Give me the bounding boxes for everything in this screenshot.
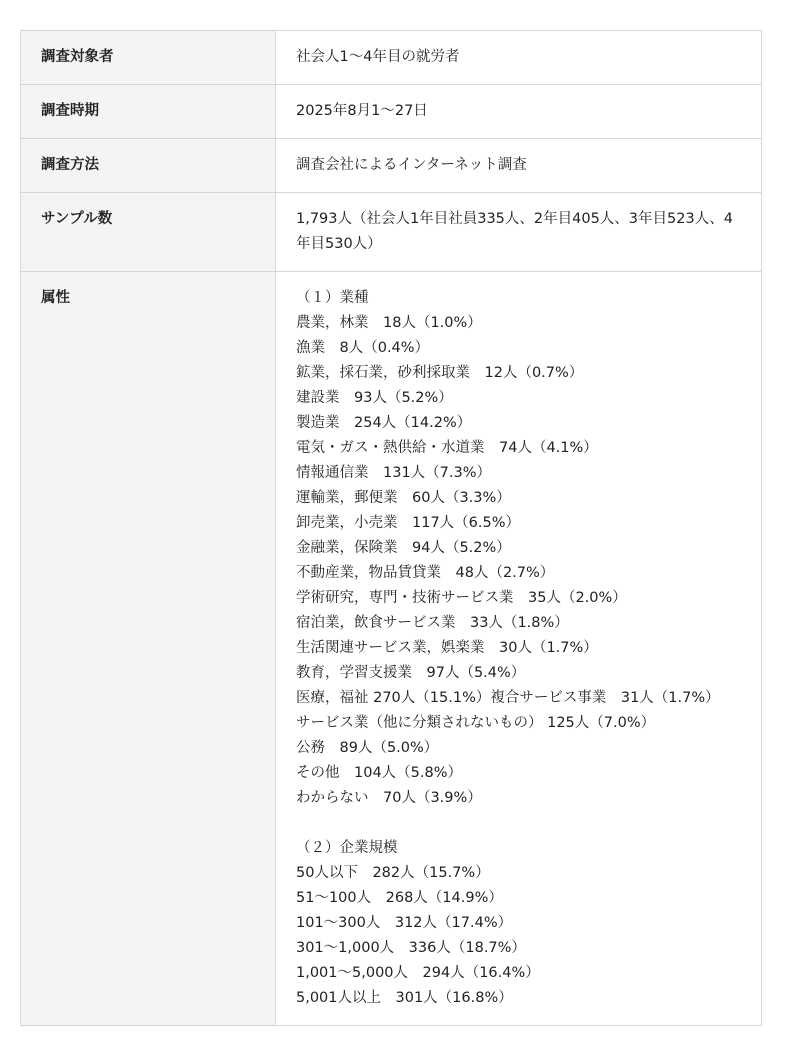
survey-overview-table (20, 30, 762, 1026)
industry-item: 農業，林業 18人（1.0%） (296, 315, 482, 331)
industry-item: 医療，福祉 270人（15.1%）複合サービス事業 31人（1.7%） (296, 690, 720, 706)
company-size-item: 101〜300人 312人（17.4%） (296, 915, 513, 931)
value-attributes (276, 272, 762, 1026)
industry-item: 生活関連サービス業，娯楽業 30人（1.7%） (296, 640, 598, 656)
row-survey-method (21, 139, 762, 193)
value-survey-method: 調査会社によるインターネット調査 (276, 139, 762, 193)
company-size-item: 1,001〜5,000人 294人（16.4%） (296, 965, 540, 981)
industry-item: 不動産業，物品賃貸業 48人（2.7%） (296, 565, 555, 581)
label-sample-size: サンプル数 (21, 193, 276, 272)
industry-item: 金融業，保険業 94人（5.2%） (296, 540, 511, 556)
industry-item: 卸売業，小売業 117人（6.5%） (296, 515, 521, 531)
industry-item: 製造業 254人（14.2%） (296, 415, 472, 431)
company-size-heading: （２）企業規模 (296, 840, 398, 856)
value-survey-period: 2025年8月1〜27日 (276, 85, 762, 139)
value-survey-target: 社会人1〜4年目の就労者 (276, 31, 762, 85)
industry-item: 学術研究，専門・技術サービス業 35人（2.0%） (296, 590, 627, 606)
industry-item: 運輸業，郵便業 60人（3.3%） (296, 490, 511, 506)
industry-item: 教育，学習支援業 97人（5.4%） (296, 665, 526, 681)
row-survey-period (21, 85, 762, 139)
industry-item: わからない 70人（3.9%） (296, 790, 482, 806)
industry-heading: （１）業種 (296, 290, 369, 306)
sample-size-line: 年目530人） (296, 236, 382, 252)
industry-item: サービス業（他に分類されないもの） 125人（7.0%） (296, 715, 656, 731)
section-spacer (296, 811, 741, 836)
company-size-item: 301〜1,000人 336人（18.7%） (296, 940, 526, 956)
row-attributes (21, 272, 762, 1026)
industry-item: その他 104人（5.8%） (296, 765, 463, 781)
industry-item: 漁業 8人（0.4%） (296, 340, 430, 356)
company-size-item: 50人以下 282人（15.7%） (296, 865, 490, 881)
industry-item: 宿泊業，飲食サービス業 33人（1.8%） (296, 615, 569, 631)
sample-size-line: 1,793人（社会人1年目社員335人、2年目405人、3年目523人、4 (296, 211, 733, 227)
label-survey-method: 調査方法 (21, 139, 276, 193)
label-attributes: 属性 (21, 272, 276, 1026)
label-survey-period: 調査時期 (21, 85, 276, 139)
value-sample-size (276, 193, 762, 272)
industry-item: 情報通信業 131人（7.3%） (296, 465, 492, 481)
company-size-item: 5,001人以上 301人（16.8%） (296, 990, 513, 1006)
row-sample-size (21, 193, 762, 272)
industry-item: 公務 89人（5.0%） (296, 740, 439, 756)
industry-item: 建設業 93人（5.2%） (296, 390, 453, 406)
industry-item: 電気・ガス・熱供給・水道業 74人（4.1%） (296, 440, 598, 456)
industry-item: 鉱業，採石業，砂利採取業 12人（0.7%） (296, 365, 584, 381)
company-size-item: 51〜100人 268人（14.9%） (296, 890, 503, 906)
row-survey-target (21, 31, 762, 85)
label-survey-target: 調査対象者 (21, 31, 276, 85)
